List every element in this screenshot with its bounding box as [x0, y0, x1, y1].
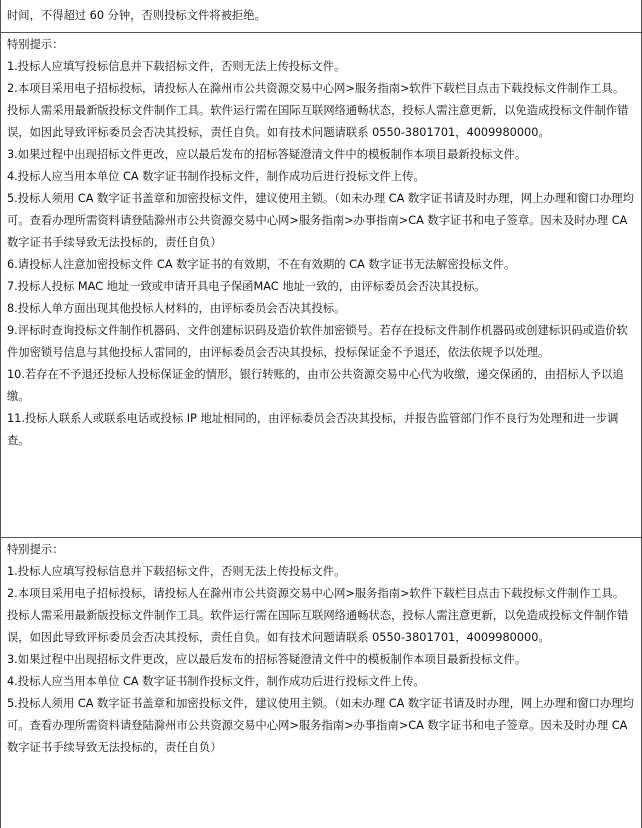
notice-item-2: 2.本项目采用电子招标投标，请投标人在滁州市公共资源交易中心网>服务指南>软件下载栏目点击下载投标文件制作工具。投标人需采用最新版投标文件制作工具。软件运行需在国际互联网络通畅状态，投标人需注意更新，以免造成投标文件制作错误，如因此导致评标委员会否决其投标，责任自负。如有技术问题请联系 0550-3801701，4009980000。: [7, 82, 629, 139]
notice-item-1: 1.投标人应填写投标信息并下载招标文件，否则无法上传投标文件。: [7, 60, 346, 73]
notice-item-9: 9.评标时查询投标文件制作机器码、文件创建标识码及造价软件加密锁号。若存在投标文件制作机器码或创建标识码或造价软件加密锁号信息与其他投标人雷同的，由评标委员会否决其投标，投标保证金不予退还，依法依规予以处理。: [7, 324, 628, 359]
notice-item-11: 11.投标人联系人或联系电话或投标 IP 地址相同的，由评标委员会否决其投标，并报告监管部门作不良行为处理和进一步调查。: [7, 412, 619, 447]
notice-item-10: 10.若存在不予退还投标人投标保证金的情形，银行转账的，由市公共资源交易中心代为收缴，递交保函的，由招标人予以追缴。: [7, 368, 624, 403]
notice-item-1: 1.投标人应填写投标信息并下载招标文件，否则无法上传投标文件。: [7, 565, 346, 578]
special-notice-box-1: [1, 33, 641, 538]
notice-item-4: 4.投标人应当用本单位 CA 数字证书制作投标文件，制作成功后进行投标文件上传。: [7, 675, 425, 688]
notice-item-4: 4.投标人应当用本单位 CA 数字证书制作投标文件，制作成功后进行投标文件上传。: [7, 170, 425, 183]
notice-item-2: 2.本项目采用电子招标投标，请投标人在滁州市公共资源交易中心网>服务指南>软件下载栏目点击下载投标文件制作工具。投标人需采用最新版投标文件制作工具。软件运行需在国际互联网络通畅状态，投标人需注意更新，以免造成投标文件制作错误，如因此导致评标委员会否决其投标，责任自负。如有技术问题请联系 0550-3801701，4009980000。: [7, 587, 629, 644]
special-notice-box-2: [1, 538, 641, 828]
notice-title: 特别提示：: [7, 38, 64, 51]
notice-item-7: 7.投标人投标 MAC 地址一致或申请开具电子保函MAC 地址一致的，由评标委员会否决其投标。: [7, 280, 486, 293]
notice-item-3: 3.如果过程中出现招标文件更改，应以最后发布的招标答疑澄清文件中的模板制作本项目最新投标文件。: [7, 148, 527, 161]
notice-item-5: 5.投标人须用 CA 数字证书盖章和加密投标文件，建议使用主锁。（如未办理 CA 数字证书请及时办理，网上办理和窗口办理均可。查看办理所需资料请登陆滁州市公共资源交易中心网>服务指南>办事指南>CA 数字证书和电子签章。因未及时办理 CA 数字证书手续导致无法投标的，责任自负）: [7, 697, 634, 754]
top-line-text: 时间，不得超过 60 分钟，否则投标文件将被拒绝。: [1, 0, 641, 33]
notice-item-5: 5.投标人须用 CA 数字证书盖章和加密投标文件，建议使用主锁。（如未办理 CA 数字证书请及时办理，网上办理和窗口办理均可。查看办理所需资料请登陆滁州市公共资源交易中心网>服务指南>办事指南>CA 数字证书和电子签章。因未及时办理 CA 数字证书手续导致无法投标的，责任自负）: [7, 192, 634, 249]
notice-item-6: 6.请投标人注意加密投标文件 CA 数字证书的有效期，不在有效期的 CA 数字证书无法解密投标文件。: [7, 258, 516, 271]
notice-item-8: 8.投标人单方面出现其他投标人材料的，由评标委员会否决其投标。: [7, 302, 346, 315]
notice-title: 特别提示：: [7, 543, 64, 556]
notice-item-3: 3.如果过程中出现招标文件更改，应以最后发布的招标答疑澄清文件中的模板制作本项目最新投标文件。: [7, 653, 527, 666]
